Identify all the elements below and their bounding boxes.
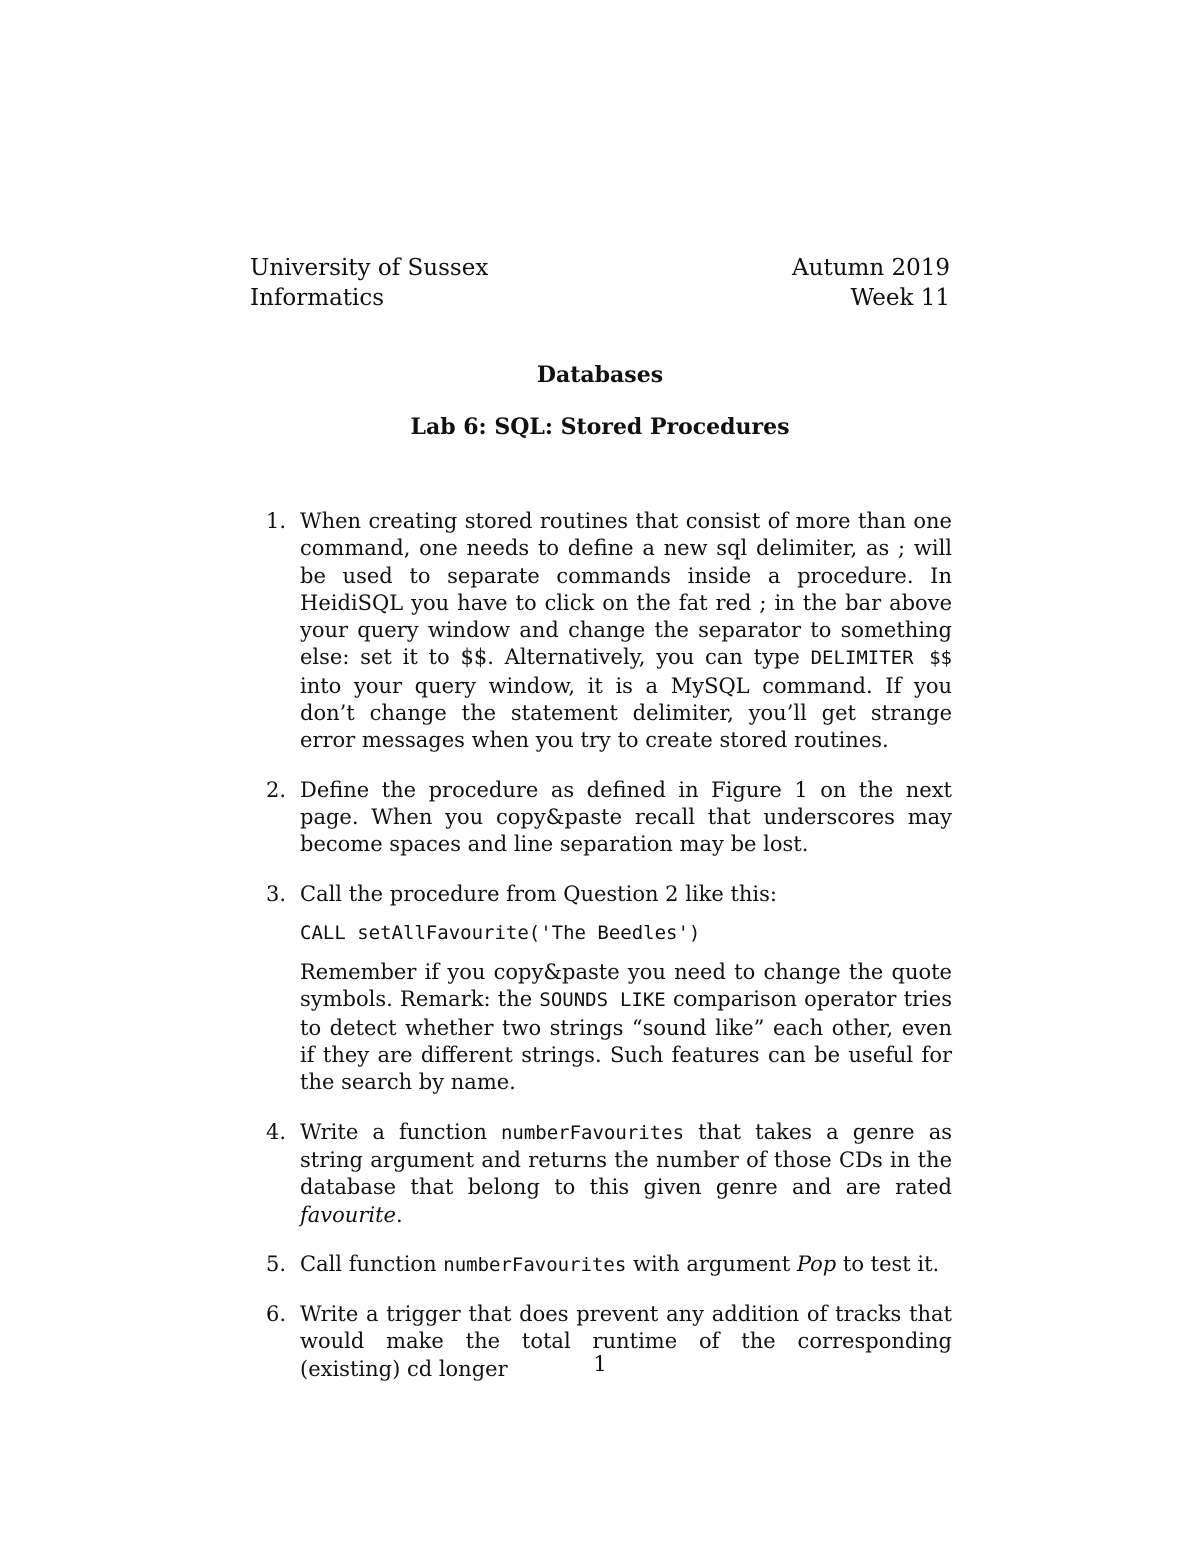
item-text: to test it. — [836, 1251, 940, 1276]
emphasis: Pop — [796, 1251, 837, 1276]
item-number: 5. — [266, 1251, 287, 1276]
department: Informatics — [250, 285, 385, 311]
item-text: into your query window, it is a MySQL command. If you don’t change the statement delimiter, you’ll get strange error messages when you try to create stored routines. — [300, 673, 952, 753]
emphasis: favourite — [300, 1202, 396, 1227]
item-number: 2. — [266, 777, 287, 802]
item-paragraph — [300, 959, 952, 1096]
item-text: with argument — [626, 1251, 797, 1276]
inline-code: numberFavourites — [500, 1121, 685, 1144]
item-text: When creating stored routines that consist of more than one command, one needs to define a new sql delimiter, as ; will be used to separate commands inside a procedure. In HeidiSQL you have to click on the fat red ; in the bar above your query window and change the separator to something else: set it to $$. Alternatively, you can type — [300, 509, 952, 670]
item-text: comparison operator tries to detect whether two strings “sound like” each other, even if they are different strings. Such features can be useful for the search by name. — [300, 987, 952, 1095]
item-number: 1. — [266, 509, 287, 533]
item-number: 6. — [266, 1302, 287, 1327]
item-text: Call function — [300, 1251, 444, 1276]
institution: University of Sussex — [250, 255, 489, 281]
code-call: CALL setAllFavourite('The Beedles') — [300, 921, 701, 944]
exercise-item — [266, 881, 952, 1097]
exercise-item — [266, 1119, 952, 1229]
lab-title: Lab 6: SQL: Stored Procedures — [410, 414, 790, 440]
item-text: . — [395, 1202, 403, 1227]
item-text: Write a function — [300, 1119, 501, 1144]
term: Autumn 2019 — [792, 255, 950, 281]
item-number: 3. — [266, 881, 287, 906]
item-text: Call the procedure from Question 2 like this: — [300, 881, 778, 906]
header-left — [250, 253, 488, 313]
header-right — [792, 253, 950, 313]
item-text: Remember if you copy&paste you need to change the quote symbols. Remark: the — [300, 960, 952, 1012]
exercise-item — [266, 777, 952, 859]
course-title: Databases — [536, 362, 664, 388]
page-number: 1 — [593, 1352, 607, 1376]
inline-code: SOUNDS LIKE — [539, 989, 666, 1012]
inline-code: DELIMITER $$ — [810, 647, 952, 670]
exercise-item — [266, 508, 952, 755]
week: Week 11 — [850, 285, 950, 311]
exercise-item — [266, 1251, 952, 1279]
item-number: 4. — [266, 1119, 287, 1144]
inline-code: numberFavourites — [443, 1253, 627, 1276]
item-text: Define the procedure as defined in Figure 1 on the next page. When you copy&paste recall that underscores may become spaces and line separation may be lost. — [300, 777, 952, 857]
exercise-list — [266, 508, 952, 1405]
item-text: that takes a genre as string argument and returns the number of those CDs in the database that belong to this given genre and are rated — [300, 1119, 952, 1200]
item-text: Write a trigger that does prevent any addition of tracks that would make the total runtime of the corresponding (existing) cd longer — [300, 1302, 952, 1381]
